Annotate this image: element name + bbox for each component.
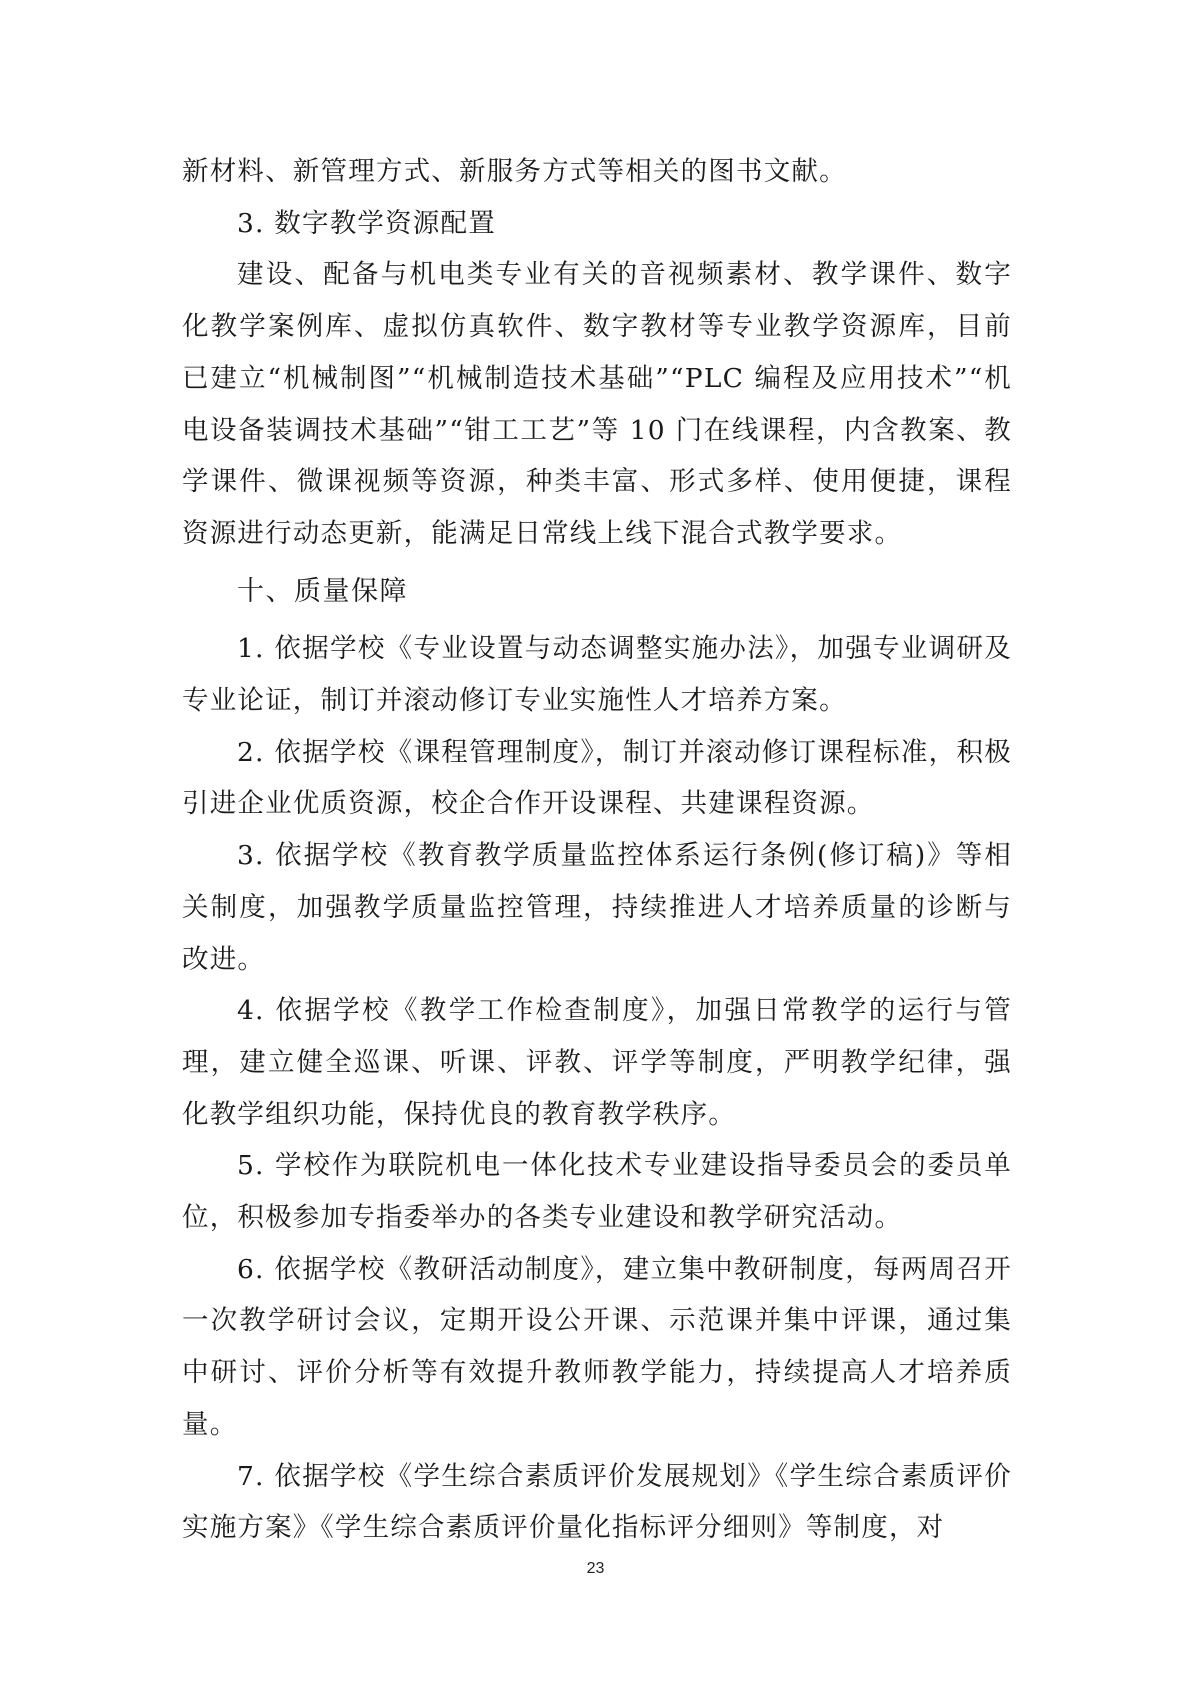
subsection-title-digital-resources: 3. 数字教学资源配置 bbox=[237, 207, 496, 239]
paragraph-item-6: 6. 依据学校《教研活动制度》，建立集中教研制度，每两周召开一次教学研讨会议，定期开设公开课、示范课并集中评课，通过集中研讨、评价分析等有效提升教师教学能力，持续提高人才培养质量。 bbox=[182, 1253, 1012, 1440]
paragraph-item-4: 4. 依据学校《教学工作检查制度》，加强日常教学的运行与管理，建立健全巡课、听课、评教、评学等制度，严明教学纪律，强化教学组织功能，保持优良的教育教学秩序。 bbox=[182, 995, 1012, 1130]
section-heading-quality-assurance: 十、质量保障 bbox=[237, 575, 408, 607]
paragraph-digital-resources: 建设、配备与机电类专业有关的音视频素材、教学课件、数字化教学案例库、虚拟仿真软件、数字教材等专业教学资源库，目前已建立“机械制图”“机械制造技术基础”“PLC 编程及应用技术”“机电设备装调技术基础”“钳工工艺”等 10 门在线课程，内含教案、教学课件、微课视频等资源，种类丰富、形式多样、使用便捷，课程资源进行动态更新，能满足日常线上线下混合式教学要求。 bbox=[182, 259, 1012, 549]
page-number: 23 bbox=[586, 1560, 605, 1577]
paragraph-continuation: 新材料、新管理方式、新服务方式等相关的图书文献。 bbox=[182, 156, 847, 187]
paragraph-item-7: 7. 依据学校《学生综合素质评价发展规划》《学生综合素质评价实施方案》《学生综合素质评价量化指标评分细则》等制度，对 bbox=[182, 1460, 1012, 1544]
paragraph-item-2: 2. 依据学校《课程管理制度》，制订并滚动修订课程标准，积极引进企业优质资源，校企合作开设课程、共建课程资源。 bbox=[182, 736, 1012, 820]
paragraph-item-5: 5. 学校作为联院机电一体化技术专业建设指导委员会的委员单位，积极参加专指委举办的各类专业建设和教学研究活动。 bbox=[182, 1150, 1012, 1234]
paragraph-item-3: 3. 依据学校《教育教学质量监控体系运行条例(修订稿)》等相关制度，加强教学质量监控管理，持续推进人才培养质量的诊断与改进。 bbox=[182, 840, 1012, 975]
paragraph-item-1: 1. 依据学校《专业设置与动态调整实施办法》，加强专业调研及专业论证，制订并滚动修订专业实施性人才培养方案。 bbox=[182, 633, 1012, 717]
page-content bbox=[182, 146, 1012, 1554]
